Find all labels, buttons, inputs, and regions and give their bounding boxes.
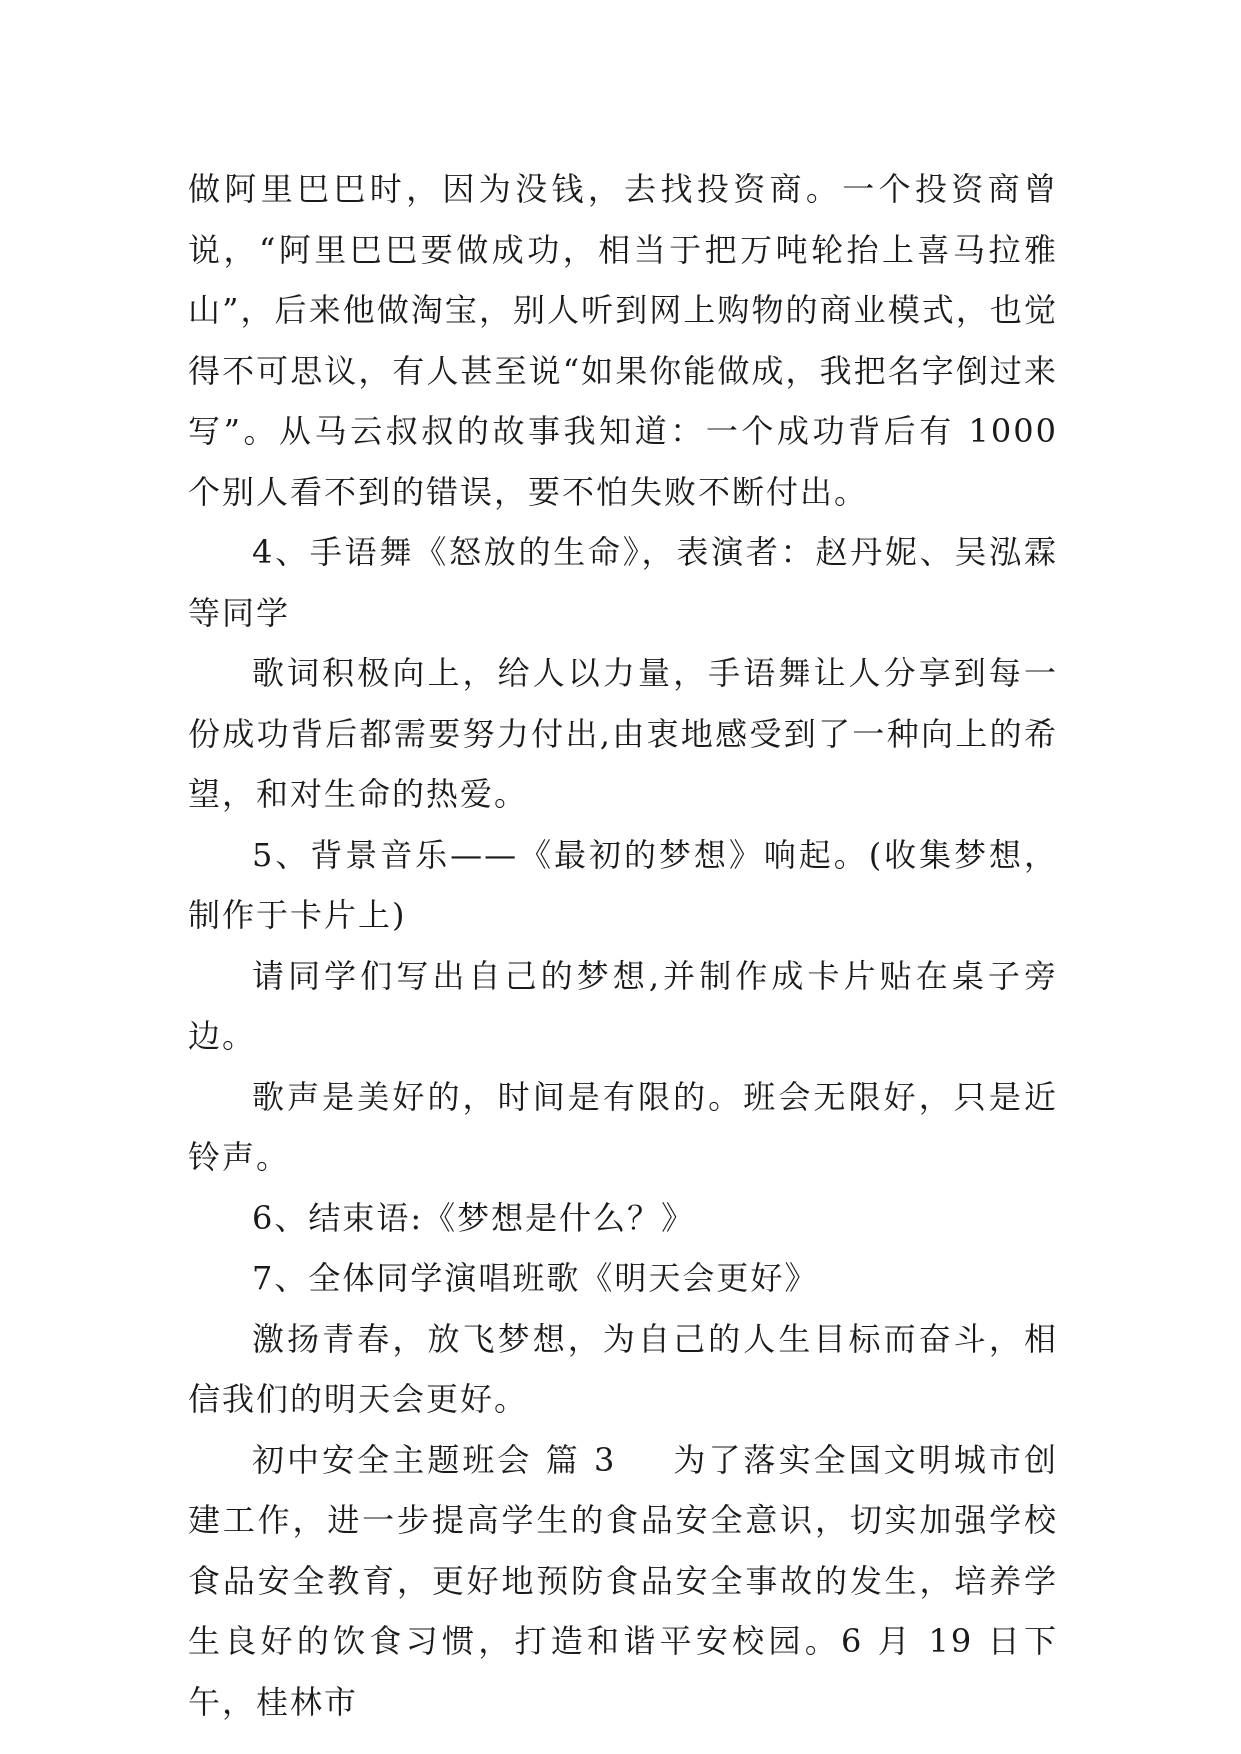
section-heading: 初中安全主题班会 篇 3	[252, 1440, 617, 1479]
section-body: 为了落实全国文明城市创建工作，进一步提高学生的食品安全意识，切实加强学校食品安全教育，更好地预防食品安全事故的发生，培养学生良好的饮食习惯，打造和谐平安校园。6 月 19 日下午，桂林市	[188, 1440, 1058, 1721]
document-body	[188, 159, 1058, 1732]
paragraph-sign-dance-description: 歌词积极向上，给人以力量，手语舞让人分享到每一份成功背后都需要努力付出,由衷地感受到了一种向上的希望，和对生命的热爱。	[188, 654, 1058, 813]
paragraph-song-time: 歌声是美好的，时间是有限的。班会无限好，只是近铃声。	[188, 1077, 1058, 1176]
paragraph-item-5: 5、背景音乐——《最初的梦想》响起。(收集梦想，制作于卡片上)	[188, 835, 1058, 934]
paragraph-closing: 激扬青春，放飞梦想，为自己的人生目标而奋斗，相信我们的明天会更好。	[188, 1319, 1058, 1418]
paragraph-jack-ma-story: 做阿里巴巴时，因为没钱，去找投资商。一个投资商曾说，“阿里巴巴要做成功，相当于把万吨轮抬上喜马拉雅山”，后来他做淘宝，别人听到网上购物的商业模式，也觉得不可思议，有人甚至说“如果你能做成，我把名字倒过来写”。从马云叔叔的故事我知道：一个成功背后有 1000 个别人看不到的错误，要不怕失败不断付出。	[188, 170, 1058, 511]
paragraph-section-3	[188, 1430, 1058, 1733]
paragraph-item-4: 4、手语舞《怒放的生命》，表演者：赵丹妮、吴泓霖等同学	[188, 533, 1058, 632]
paragraph-item-6: 6、结束语:《梦想是什么？》	[252, 1198, 696, 1237]
paragraph-item-7: 7、全体同学演唱班歌《明天会更好》	[252, 1259, 819, 1297]
paragraph-write-dreams: 请同学们写出自己的梦想,并制作成卡片贴在桌子旁边。	[188, 956, 1058, 1055]
